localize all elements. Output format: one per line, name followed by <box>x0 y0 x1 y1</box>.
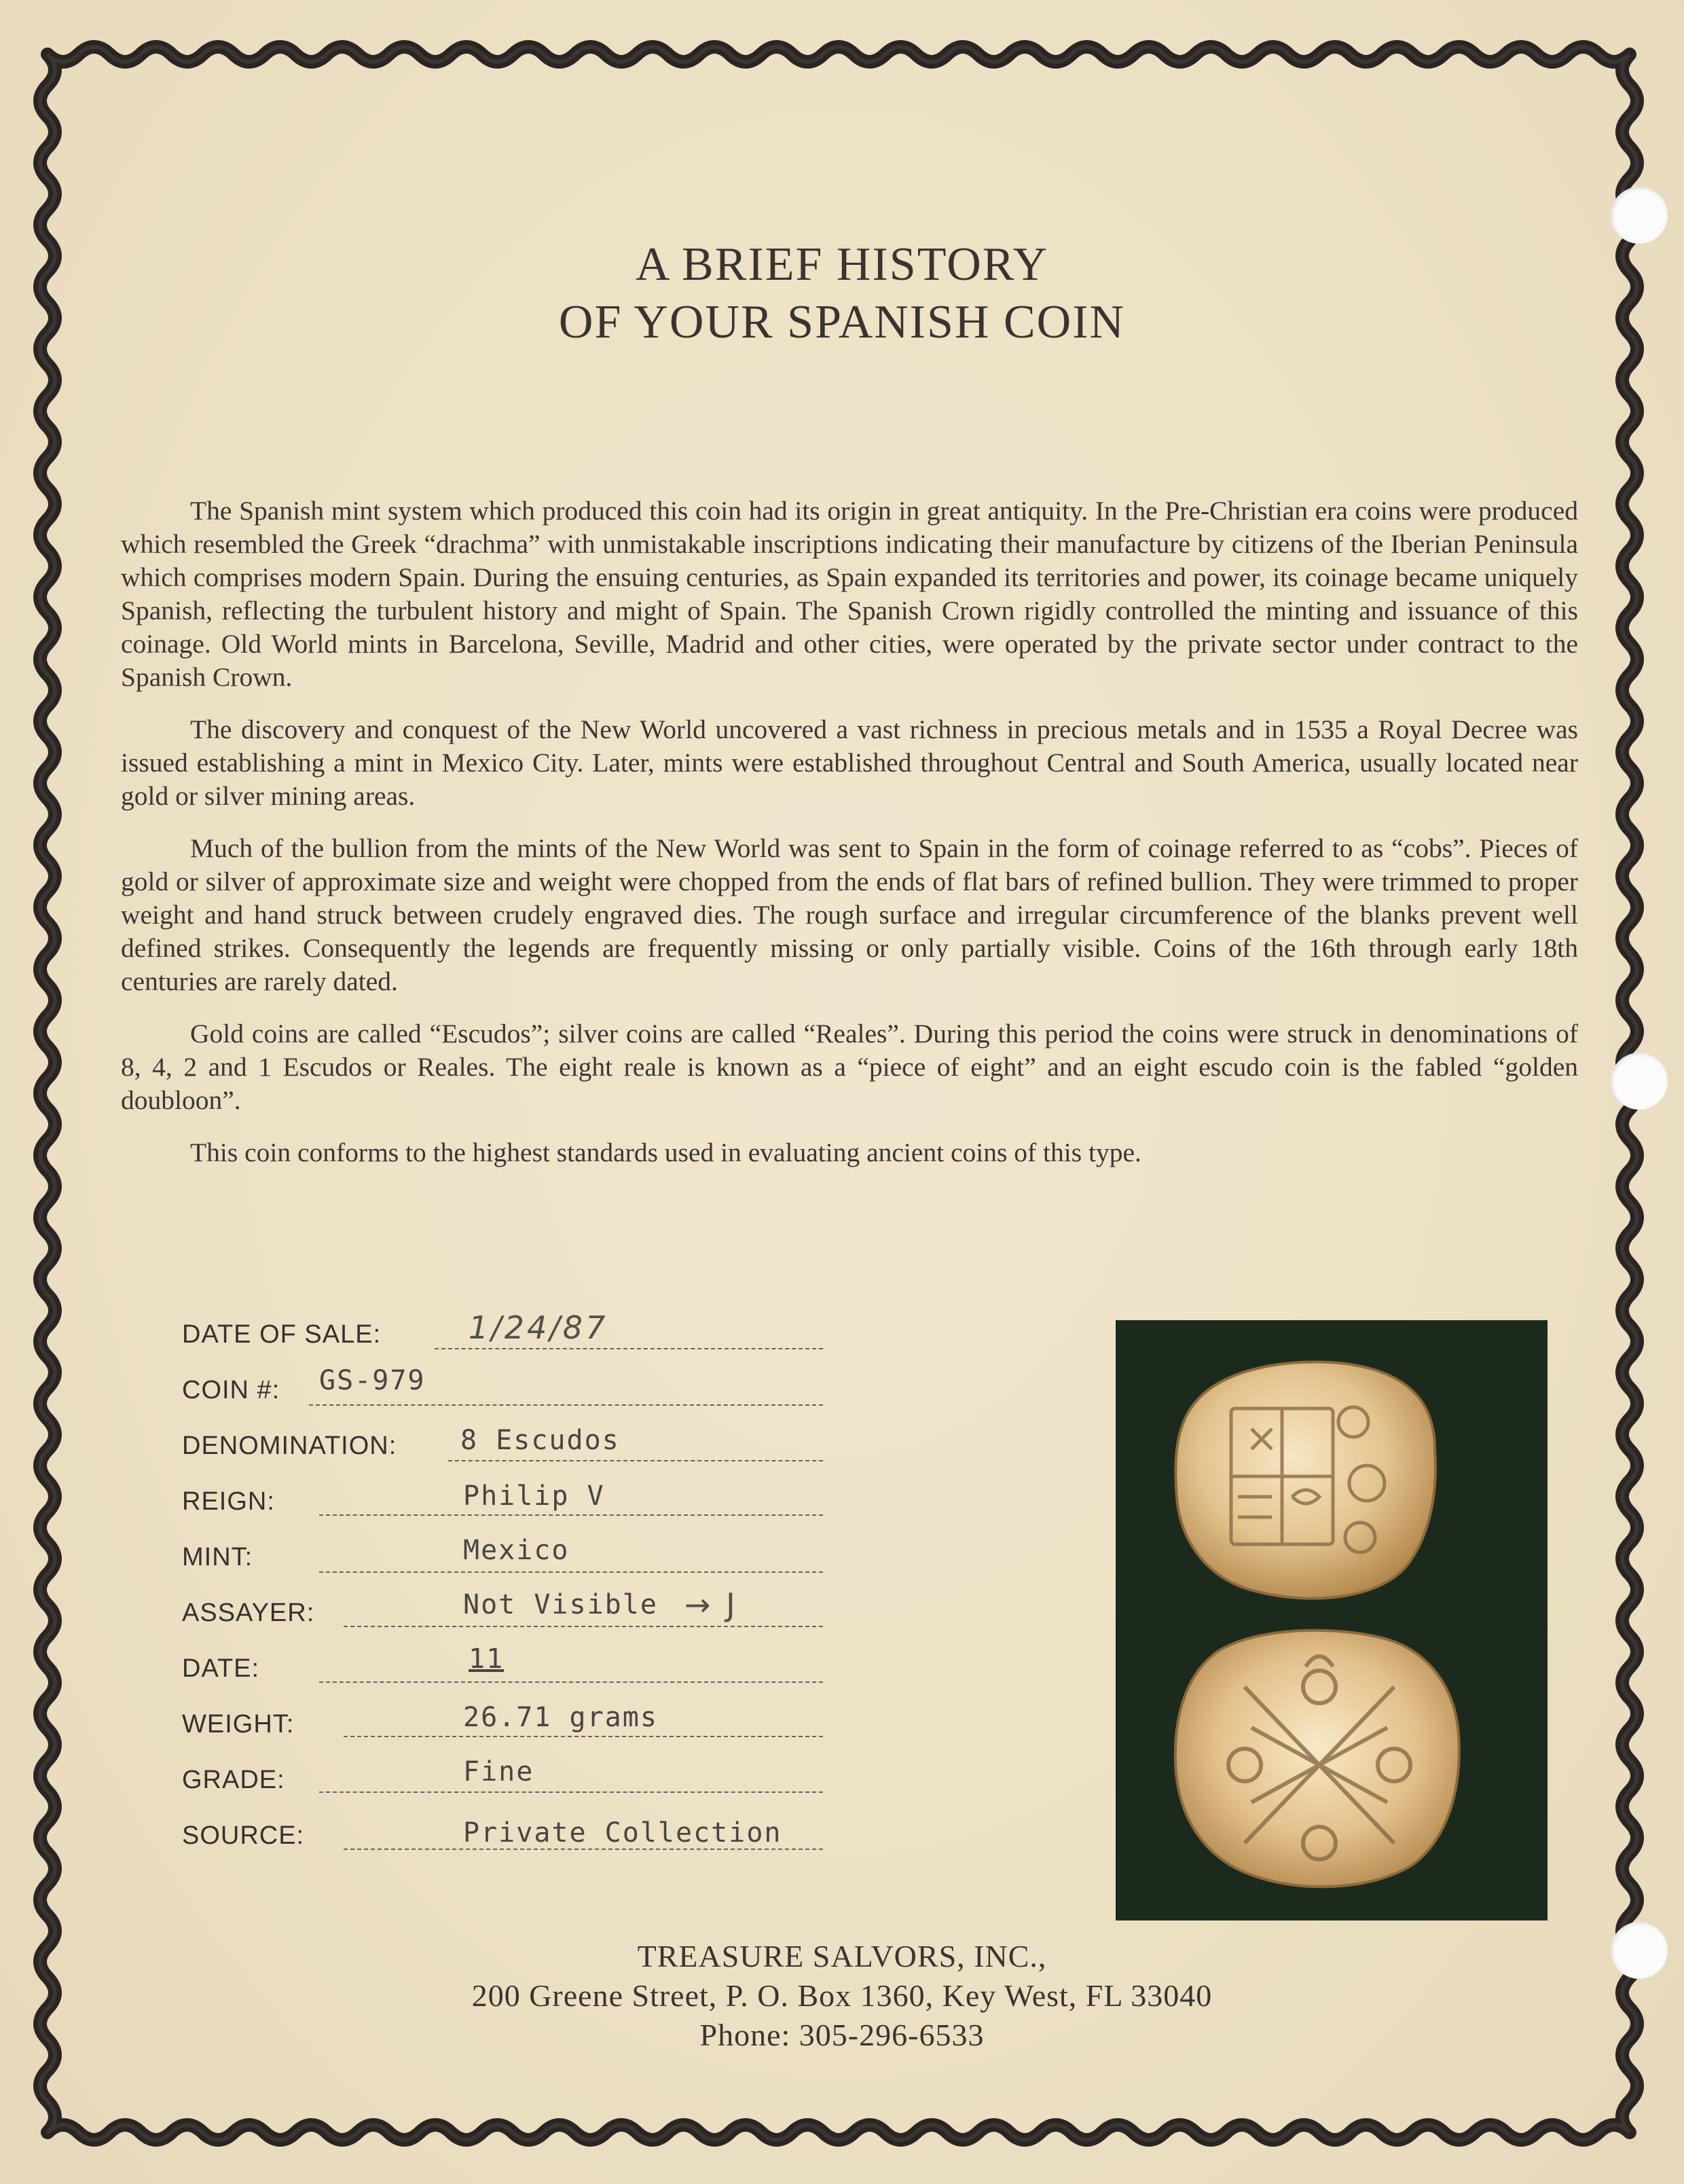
company-name: TREASURE SALVORS, INC., <box>637 1939 1047 1973</box>
coin-number-label: COIN #: <box>182 1376 280 1404</box>
coin-obverse-icon <box>1175 1362 1435 1598</box>
grade-label: GRADE: <box>182 1766 285 1794</box>
date-of-sale-line <box>435 1348 823 1349</box>
date-line <box>319 1681 823 1683</box>
reign-label: REIGN: <box>182 1487 275 1516</box>
denomination-label: DENOMINATION: <box>182 1432 397 1460</box>
date-of-sale-label: DATE OF SALE: <box>182 1320 382 1349</box>
coin-images <box>1116 1320 1548 1921</box>
date-of-sale-value: 1/24/87 <box>469 1309 608 1346</box>
grade-line <box>319 1791 823 1793</box>
source-value: Private Collection <box>463 1817 782 1849</box>
assayer-handwritten-note: → J <box>684 1586 738 1623</box>
paragraph-cobs: Much of the bullion from the mints of the New World was sent to Spain in the form of coinage referred to as “cobs”. Pieces of gold or silver of approximate size and weight were chopped from the ends of flat bars of refined bullion. They were trimmed to proper weight and hand struck between crudely engraved dies. The rough surface and irregular circumference of the blanks prevent well defined strikes. Consequently the legends are frequently missing or only partially visible. Coins of the 16th through early 18th centuries are rarely dated. <box>121 833 1578 996</box>
company-phone: Phone: 305-296-6533 <box>699 2018 985 2052</box>
coin-number-line <box>309 1404 823 1406</box>
date-value: 11 <box>469 1643 505 1675</box>
weight-line <box>344 1736 823 1737</box>
mint-line <box>319 1571 823 1573</box>
assayer-label: ASSAYER: <box>182 1599 315 1627</box>
company-address: 200 Greene Street, P. O. Box 1360, Key West, FL 33040 <box>471 1978 1213 2013</box>
source-line <box>344 1849 823 1850</box>
punch-hole-top <box>1611 187 1668 244</box>
weight-value: 26.71 grams <box>463 1702 658 1733</box>
coin-number-value: GS-979 <box>319 1365 426 1396</box>
mint-value: Mexico <box>463 1535 570 1566</box>
grade-value: Fine <box>463 1756 534 1787</box>
reign-line <box>319 1514 823 1516</box>
source-label: SOURCE: <box>182 1821 305 1850</box>
date-label: DATE: <box>182 1654 260 1683</box>
reign-value: Philip V <box>463 1480 605 1512</box>
assayer-line <box>344 1626 823 1627</box>
paragraph-origin: The Spanish mint system which produced this coin had its origin in great antiquity. In the Pre-Christian era coins were produced which resembled the Greek “drachma” with unmistakable inscriptions indicating their manufacture by citizens of the Iberian Peninsula which comprises modern Spain. During the ensuing centuries, as Spain expanded its territories and power, its coinage became uniquely Spanish, reflecting the turbulent history and might of Spain. The Spanish Crown rigidly controlled the minting and issuance of this coinage. Old World mints in Barcelona, Seville, Madrid and other cities, were operated by the private sector under contract to the Spanish Crown. <box>121 496 1578 692</box>
title-line-1: A BRIEF HISTORY <box>635 238 1049 291</box>
weight-label: WEIGHT: <box>182 1710 295 1739</box>
assayer-value: Not Visible <box>463 1589 658 1620</box>
punch-hole-middle <box>1611 1053 1668 1110</box>
paragraph-denominations: Gold coins are called “Escudos”; silver coins are called “Reales”. During this period the coins were struck in denominations of 8, 4, 2 and 1 Escudos or Reales. The eight reale is known as a “piece of eight” and an eight escudo coin is the fabled “golden doubloon”. <box>121 1019 1578 1115</box>
mint-label: MINT: <box>182 1543 253 1571</box>
paragraph-standards: This coin conforms to the highest standards used in evaluating ancient coins of this type. <box>190 1138 1141 1167</box>
title-line-2: OF YOUR SPANISH COIN <box>558 296 1126 348</box>
paragraph-new-world: The discovery and conquest of the New World uncovered a vast richness in precious metals and in 1535 a Royal Decree was issued establishing a mint in Mexico City. Later, mints were established throughout Central and South America, usually located near gold or silver mining areas. <box>121 714 1578 811</box>
history-text <box>121 494 1578 1188</box>
denomination-line <box>448 1460 823 1461</box>
denomination-value: 8 Escudos <box>460 1425 620 1456</box>
coin-reverse-icon <box>1175 1631 1459 1887</box>
coin-photograph <box>1116 1320 1548 1921</box>
